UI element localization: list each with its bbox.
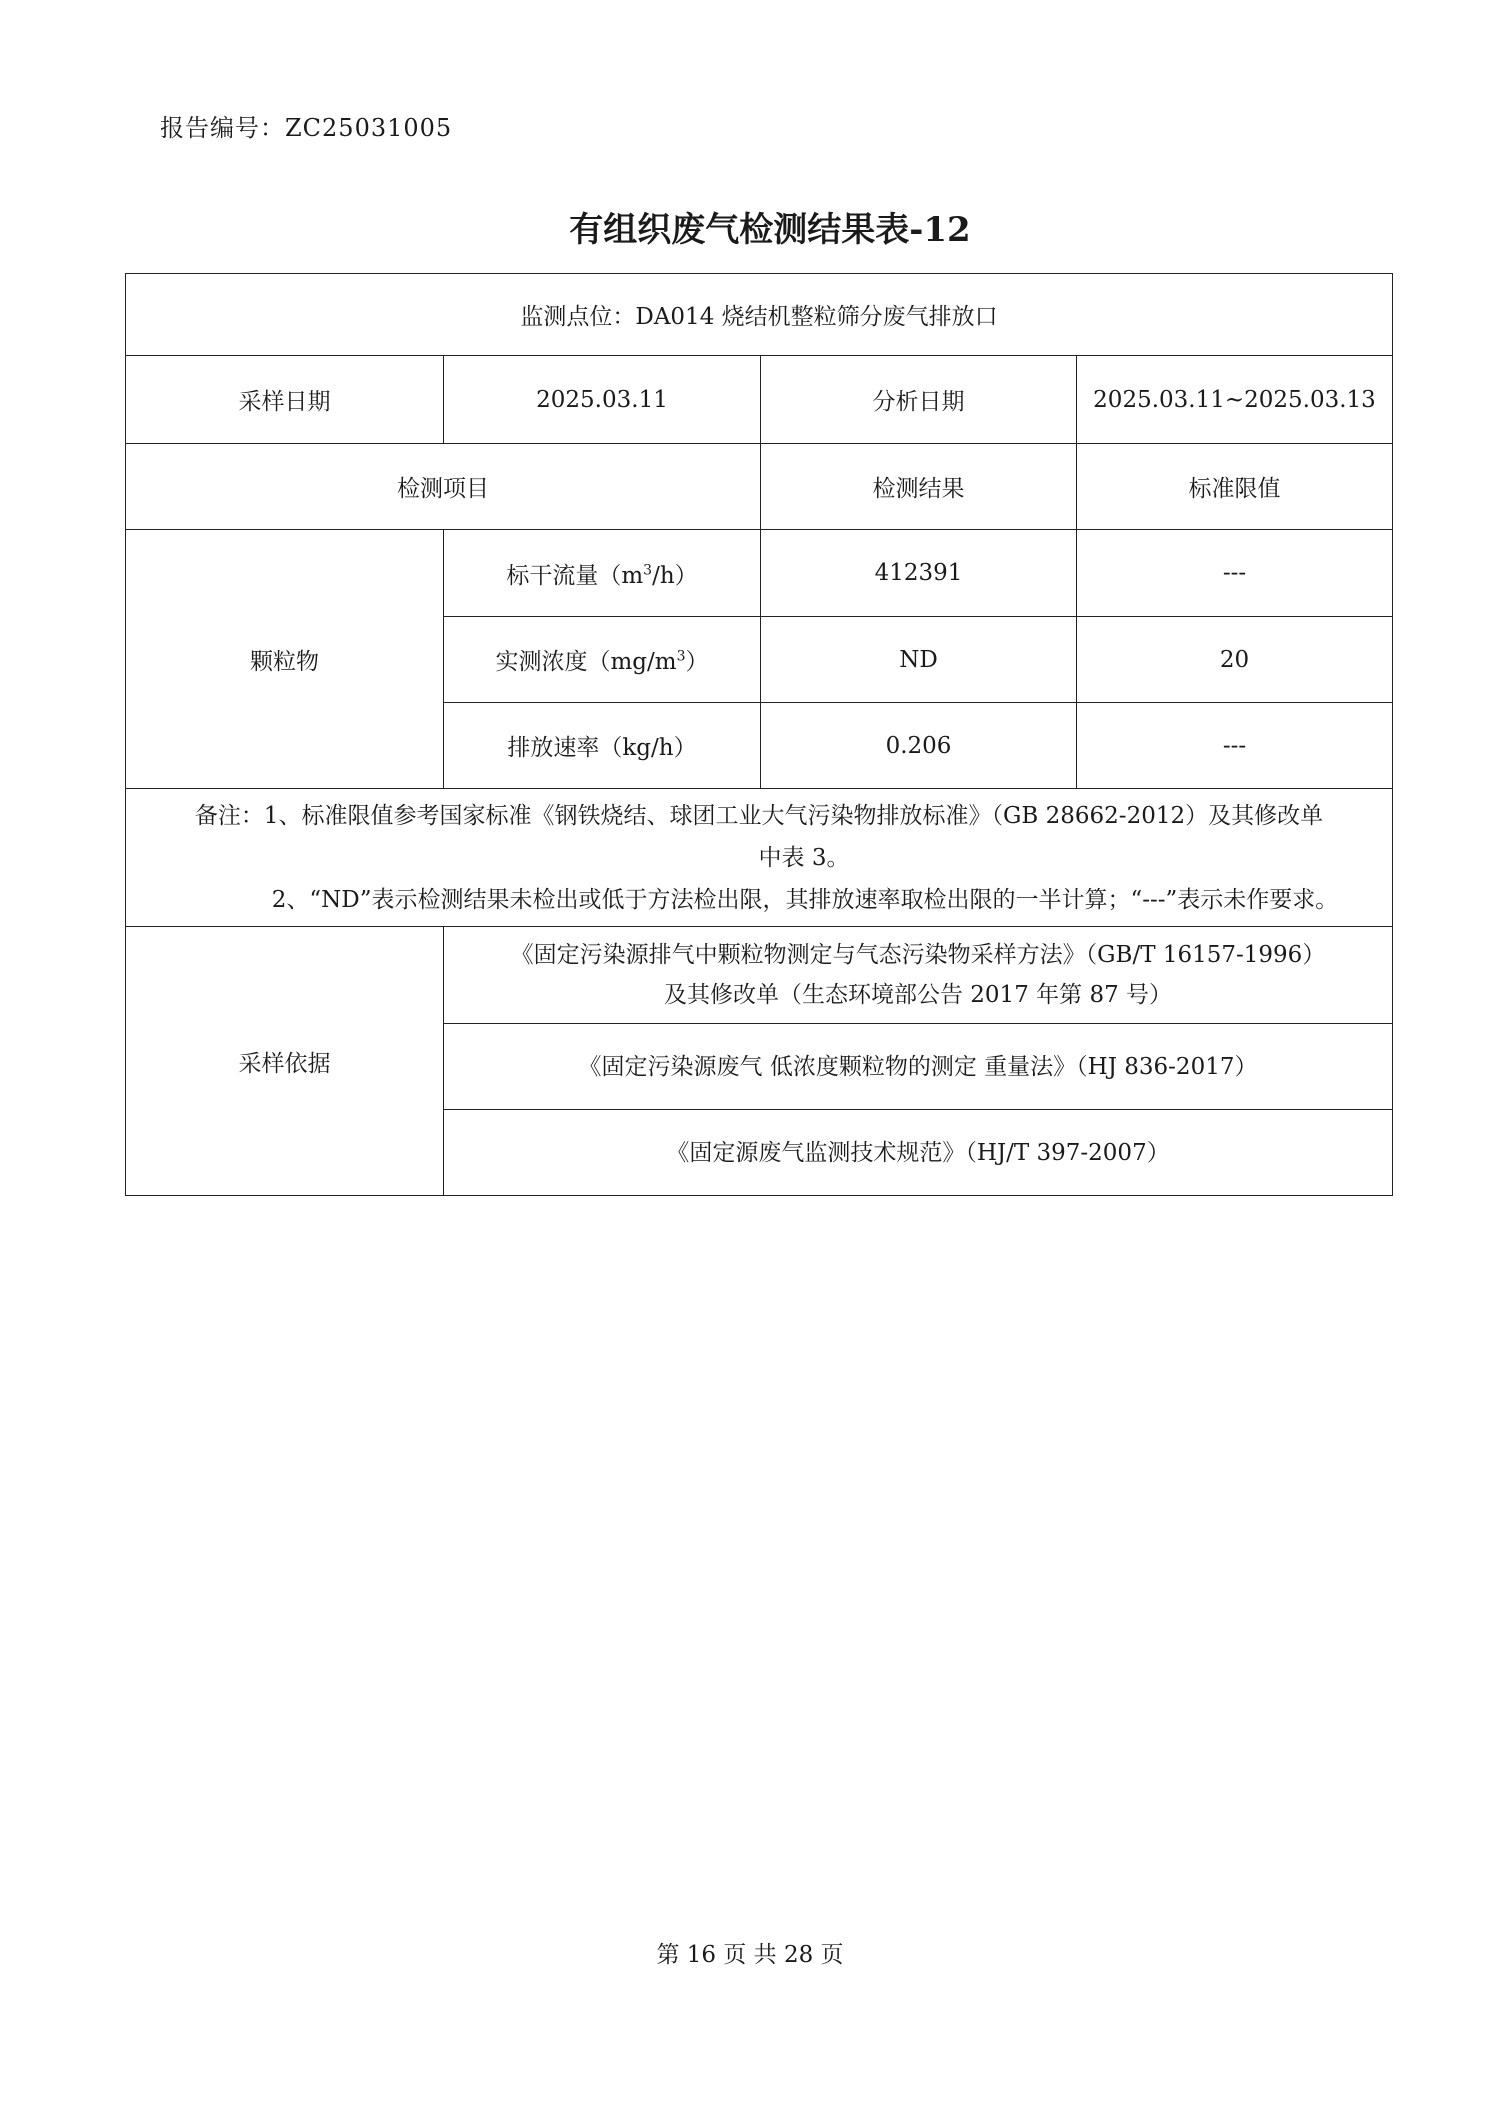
- results-table: [125, 273, 1393, 1196]
- sampling-date-label: 采样日期: [126, 356, 444, 444]
- item-result: 412391: [761, 530, 1077, 617]
- location-row: [126, 274, 1393, 356]
- page-title: 有组织废气检测结果表-12: [569, 210, 971, 250]
- analysis-date-label: 分析日期: [761, 356, 1077, 444]
- sampling-basis-item: 《固定源废气监测技术规范》（HJ/T 397-2007）: [444, 1110, 1393, 1196]
- page-number: 第 16 页 共 28 页: [656, 1942, 844, 1968]
- remark-1: 备注：1、标准限值参考国家标准《钢铁烧结、球团工业大气污染物排放标准》（GB 28662-2012）及其修改单: [194, 802, 1324, 829]
- analysis-date-value: 2025.03.11~2025.03.13: [1077, 356, 1393, 444]
- remarks: [126, 789, 1393, 927]
- sampling-basis-label: 采样依据: [126, 927, 444, 1196]
- column-header-item: 检测项目: [126, 444, 761, 530]
- sampling-date-value: 2025.03.11: [444, 356, 761, 444]
- item-result: 0.206: [761, 703, 1077, 789]
- notes-row: [126, 789, 1393, 927]
- item-name: 排放速率（kg/h）: [444, 703, 761, 789]
- remark-1-continued: 中表 3。: [758, 844, 850, 871]
- basis-row: [126, 927, 1393, 1024]
- column-header-result: 检测结果: [761, 444, 1077, 530]
- item-limit: 20: [1077, 617, 1393, 703]
- item-limit: ---: [1077, 530, 1393, 617]
- column-header-limit: 标准限值: [1077, 444, 1393, 530]
- sampling-basis-item: 《固定污染源排气中颗粒物测定与气态污染物采样方法》（GB/T 16157-1996） 及其修改单（生态环境部公告 2017 年第 87 号）: [444, 927, 1393, 1024]
- item-name: 标干流量$(m^3/h)$: [444, 530, 761, 617]
- column-header-row: [126, 444, 1393, 530]
- report-number: 报告编号：ZC25031005: [160, 114, 453, 142]
- dates-row: [126, 356, 1393, 444]
- item-name: 实测浓度$(mg/m^3)$: [444, 617, 761, 703]
- table-row: [126, 530, 1393, 617]
- monitoring-location: 监测点位：DA014 烧结机整粒筛分废气排放口: [126, 274, 1393, 356]
- pollutant-name: 颗粒物: [126, 530, 444, 789]
- item-limit: ---: [1077, 703, 1393, 789]
- sampling-basis-item: 《固定污染源废气 低浓度颗粒物的测定 重量法》（HJ 836-2017）: [444, 1024, 1393, 1110]
- item-result: ND: [761, 617, 1077, 703]
- remark-2: 2、“ND”表示检测结果未检出或低于方法检出限，其排放速率取检出限的一半计算；“---”表示未作要求。: [271, 886, 1339, 913]
